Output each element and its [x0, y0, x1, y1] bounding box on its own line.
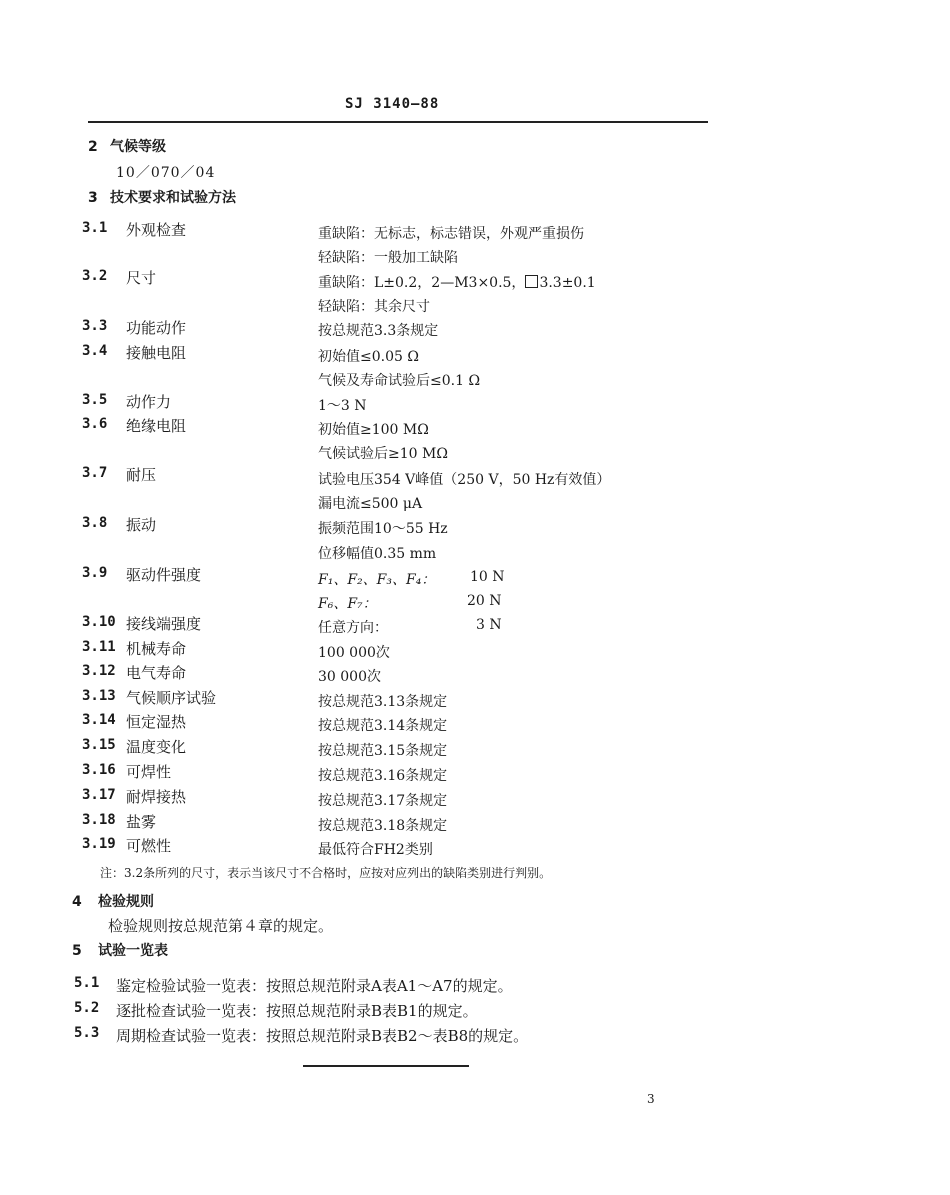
- table-number: 5.3: [74, 1025, 100, 1041]
- req-value: 试验电压354 V峰值（250 V，50 Hz有效值）: [318, 472, 611, 488]
- req-value: 按总规范3.15条规定: [318, 743, 448, 759]
- req-value: 按总规范3.3条规定: [318, 323, 439, 339]
- req-number: 3.11: [82, 639, 116, 655]
- req-number: 3.18: [82, 812, 116, 828]
- req-value: 按总规范3.17条规定: [318, 793, 448, 809]
- req-value: 初始值≤0.05 Ω: [318, 349, 419, 365]
- req-number: 3.3: [82, 318, 108, 334]
- req-number: 3.9: [82, 565, 108, 581]
- req-label: 接触电阻: [126, 344, 187, 362]
- section-number: 3: [88, 190, 98, 206]
- req-value: 气候试验后≥10 MΩ: [318, 446, 448, 462]
- req-value: 按总规范3.18条规定: [318, 818, 448, 834]
- req-value: 按总规范3.13条规定: [318, 694, 448, 710]
- req-value: 轻缺陷：其余尺寸: [318, 299, 430, 315]
- req-label: 外观检查: [126, 221, 187, 239]
- req-label: 驱动件强度: [126, 566, 202, 584]
- req-label: 耐焊接热: [126, 788, 187, 806]
- req-number: 3.8: [82, 515, 108, 531]
- req-number: 3.13: [82, 688, 116, 704]
- req-label: 机械寿命: [126, 640, 187, 658]
- req-value: 按总规范3.14条规定: [318, 718, 448, 734]
- req-number: 3.7: [82, 465, 108, 481]
- section-title: 试验一览表: [98, 943, 168, 959]
- req-value: 初始值≥100 MΩ: [318, 422, 429, 438]
- table-number: 5.2: [74, 1000, 100, 1016]
- section-4-heading: [72, 891, 154, 911]
- req-number: 3.17: [82, 787, 116, 803]
- section-2-heading: [88, 136, 166, 156]
- req-label: 接线端强度: [126, 615, 202, 633]
- req-number: 3.1: [82, 220, 108, 236]
- table-description: 周期检查试验一览表：按照总规范附录B表B2～表B8的规定。: [116, 1027, 529, 1045]
- req-label: 盐雾: [126, 813, 157, 831]
- section-4-body: 检验规则按总规范第４章的规定。: [108, 917, 334, 935]
- req-number: 3.12: [82, 663, 116, 679]
- section-number: 5: [72, 943, 82, 959]
- req-value: 气候及寿命试验后≤0.1 Ω: [318, 373, 481, 389]
- req-value: 3 N: [476, 617, 502, 633]
- req-value: 重缺陷：无标志，标志错误，外观严重损伤: [318, 226, 584, 242]
- req-value: 10 N: [470, 569, 505, 585]
- table-description: 逐批检查试验一览表：按照总规范附录B表B1的规定。: [116, 1002, 478, 1020]
- section-number: 2: [88, 139, 98, 155]
- req-label: 温度变化: [126, 738, 187, 756]
- req-value: 30 000次: [318, 669, 381, 685]
- req-value: 20 N: [467, 593, 502, 609]
- req-label: 电气寿命: [126, 664, 187, 682]
- req-value: 按总规范3.16条规定: [318, 768, 448, 784]
- req-number: 3.6: [82, 416, 108, 432]
- req-value: 位移幅值0.35 mm: [318, 546, 437, 562]
- section-title: 技术要求和试验方法: [110, 190, 236, 206]
- req-value: 轻缺陷：一般加工缺陷: [318, 250, 458, 266]
- section-number: 4: [72, 894, 82, 910]
- table-number: 5.1: [74, 975, 100, 991]
- req-label: 耐压: [126, 466, 157, 484]
- footnote: 注：3.2条所列的尺寸，表示当该尺寸不合格时，应按对应列出的缺陷类别进行判别。: [100, 866, 552, 880]
- req-value: 漏电流≤500 μA: [318, 496, 423, 512]
- req-value: [318, 272, 596, 292]
- req-value: 振频范围10～55 Hz: [318, 521, 448, 537]
- header-rule: [88, 121, 708, 123]
- req-number: 3.16: [82, 762, 116, 778]
- req-label: 气候顺序试验: [126, 689, 217, 707]
- req-label: 振动: [126, 516, 157, 534]
- req-number: 3.10: [82, 614, 116, 630]
- req-value: 100 000次: [318, 645, 390, 661]
- document-code: SJ 3140—88: [345, 96, 440, 112]
- req-number: 3.4: [82, 343, 108, 359]
- page-number: 3: [647, 1092, 655, 1106]
- req-value: F₆、F₇：: [318, 596, 377, 612]
- req-number: 3.15: [82, 737, 116, 753]
- req-label: 动作力: [126, 393, 172, 411]
- section-title: 检验规则: [98, 894, 154, 910]
- section-5-heading: [72, 940, 168, 960]
- square-dimension: 3.3±0.1: [539, 275, 596, 291]
- req-value: 1～3 N: [318, 398, 367, 414]
- req-label: 绝缘电阻: [126, 417, 187, 435]
- req-label: 功能动作: [126, 319, 187, 337]
- req-label: 可燃性: [126, 837, 172, 855]
- dimension-text: 重缺陷：L±0.2，2—M3×0.5，: [318, 275, 526, 291]
- req-label: 可焊性: [126, 763, 172, 781]
- req-number: 3.2: [82, 268, 108, 284]
- req-number: 3.5: [82, 392, 108, 408]
- climate-category: 10／070／04: [116, 165, 216, 181]
- req-number: 3.19: [82, 836, 116, 852]
- req-value: 最低符合FH2类别: [318, 842, 433, 858]
- section-3-heading: [88, 187, 236, 207]
- req-value: F₁、F₂、F₃、F₄：: [318, 572, 436, 588]
- footer-rule: [303, 1065, 469, 1067]
- req-label: 恒定湿热: [126, 713, 187, 731]
- req-value: 任意方向：: [318, 620, 388, 636]
- req-label: 尺寸: [126, 269, 157, 287]
- square-symbol-icon: [525, 275, 538, 288]
- section-title: 气候等级: [110, 139, 166, 155]
- req-number: 3.14: [82, 712, 116, 728]
- table-description: 鉴定检验试验一览表：按照总规范附录A表A1～A7的规定。: [116, 977, 513, 995]
